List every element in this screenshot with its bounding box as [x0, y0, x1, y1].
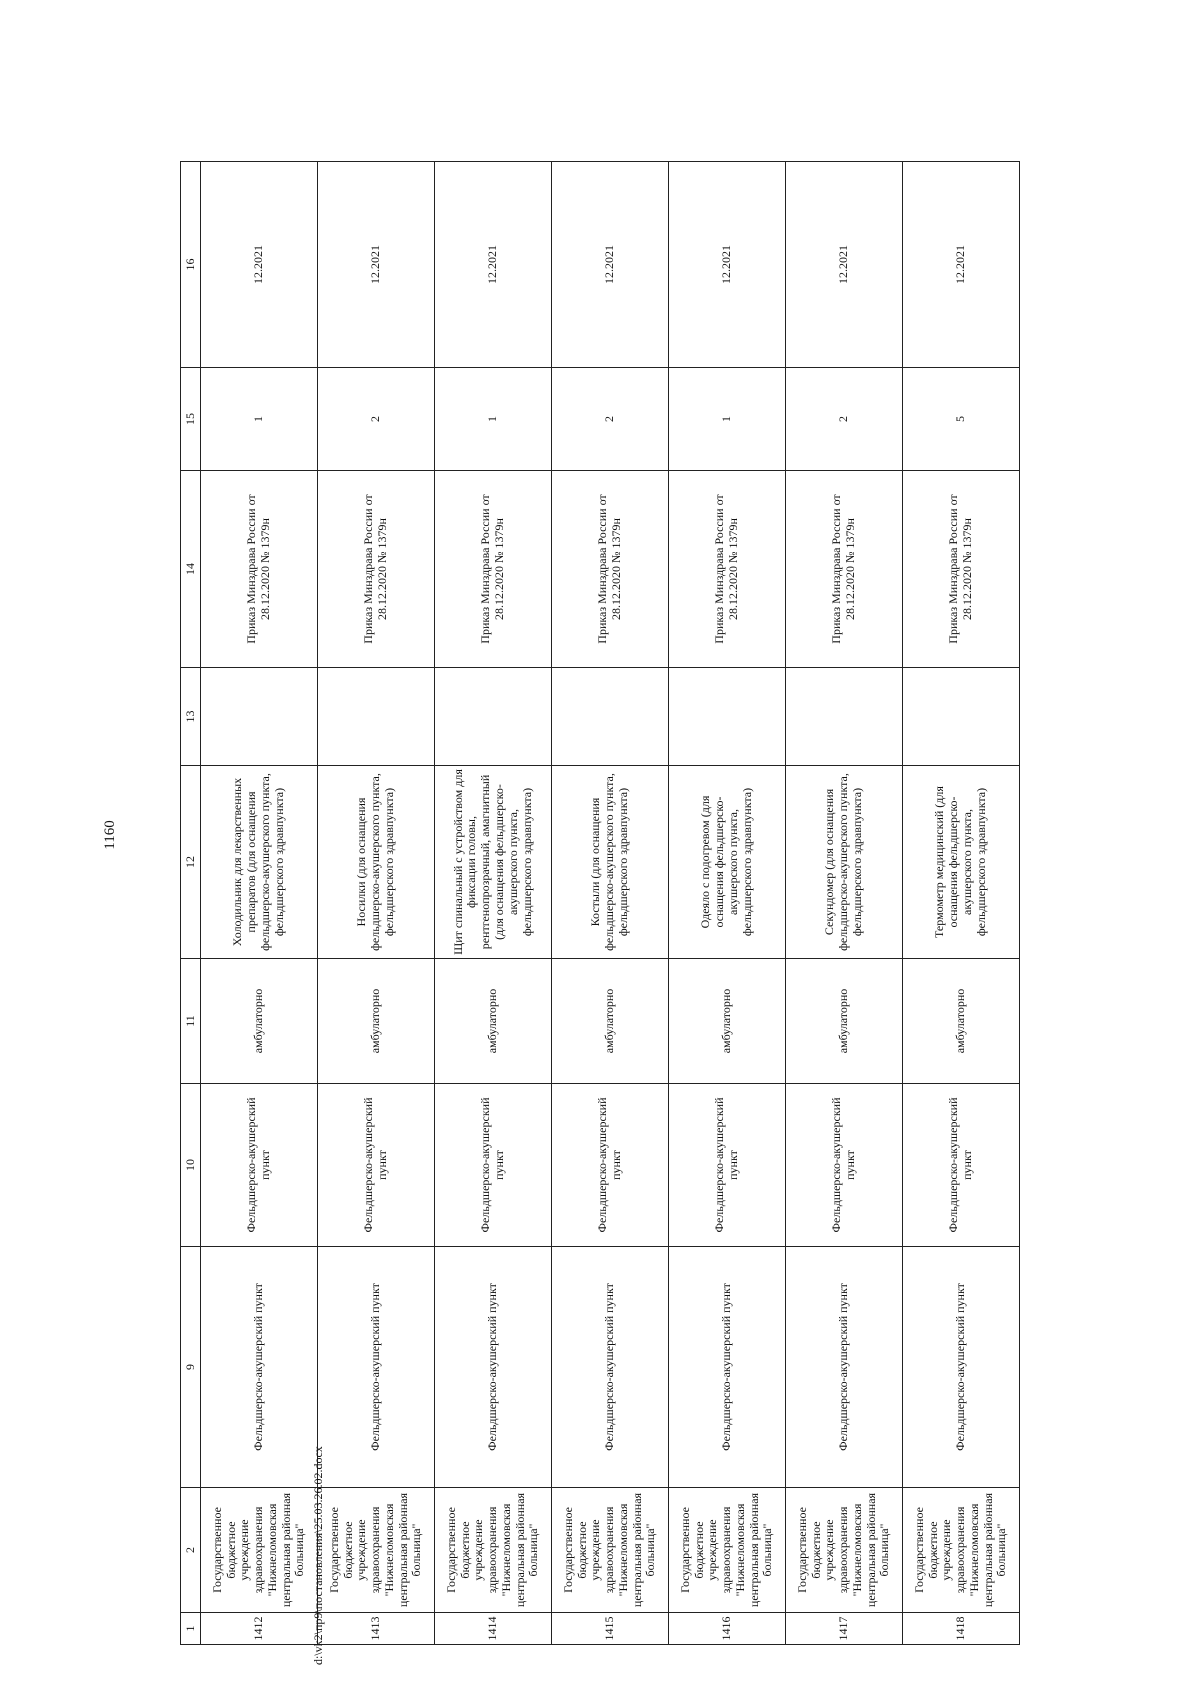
table-header — [181, 162, 201, 1645]
cell-col-13 — [201, 668, 318, 766]
cell-equipment: Холодильник для лекарственных препаратов (для оснащения фельдшерско-акушерского пункта, фельдшерского здравпункта) — [201, 766, 318, 959]
cell-department: Фельдшерско-акушерский пункт — [786, 1247, 903, 1488]
cell-standard: Приказ Минздрава России от 28.12.2020 № 1379н — [552, 471, 669, 668]
cell-care-condition: амбулаторно — [552, 959, 669, 1084]
header-col-9: 9 — [181, 1247, 201, 1488]
cell-standard: Приказ Минздрава России от 28.12.2020 № 1379н — [786, 471, 903, 668]
cell-subdivision: Фельдшерско-акушерский пункт — [786, 1084, 903, 1247]
cell-care-condition: амбулаторно — [435, 959, 552, 1084]
cell-standard: Приказ Минздрава России от 28.12.2020 № 1379н — [201, 471, 318, 668]
cell-subdivision: Фельдшерско-акушерский пункт — [669, 1084, 786, 1247]
header-col-13: 13 — [181, 668, 201, 766]
header-col-12: 12 — [181, 766, 201, 959]
cell-equipment: Секундомер (для оснащения фельдшерско-акушерского пункта, фельдшерского здравпункта) — [786, 766, 903, 959]
cell-care-condition: амбулаторно — [201, 959, 318, 1084]
cell-row-number: 1413 — [318, 1613, 435, 1645]
cell-standard: Приказ Минздрава России от 28.12.2020 № 1379н — [669, 471, 786, 668]
cell-standard: Приказ Минздрава России от 28.12.2020 № 1379н — [318, 471, 435, 668]
cell-subdivision: Фельдшерско-акушерский пункт — [435, 1084, 552, 1247]
cell-department: Фельдшерско-акушерский пункт — [903, 1247, 1020, 1488]
footer-file-path: d:\vk2\пр9\постановления\25.03.26.02.docx — [311, 1446, 325, 1665]
header-col-2: 2 — [181, 1488, 201, 1613]
table-row — [903, 162, 1020, 1645]
cell-care-condition: амбулаторно — [669, 959, 786, 1084]
header-col-15: 15 — [181, 368, 201, 471]
cell-date: 12.2021 — [201, 162, 318, 368]
cell-quantity: 2 — [552, 368, 669, 471]
table-row — [786, 162, 903, 1645]
cell-quantity: 5 — [903, 368, 1020, 471]
cell-col-13 — [669, 668, 786, 766]
cell-col-13 — [786, 668, 903, 766]
cell-subdivision: Фельдшерско-акушерский пункт — [201, 1084, 318, 1247]
cell-department: Фельдшерско-акушерский пункт — [201, 1247, 318, 1488]
cell-department: Фельдшерско-акушерский пункт — [318, 1247, 435, 1488]
cell-quantity: 1 — [669, 368, 786, 471]
cell-row-number: 1418 — [903, 1613, 1020, 1645]
cell-care-condition: амбулаторно — [786, 959, 903, 1084]
header-col-16: 16 — [181, 162, 201, 368]
cell-date: 12.2021 — [435, 162, 552, 368]
cell-equipment: Щит спинальный с устройством для фиксации головы, рентгенопрозрачный, амагнитный (для оснащения фельдшерско-акушерского пункта, фельдшерского здравпункта) — [435, 766, 552, 959]
cell-date: 12.2021 — [552, 162, 669, 368]
cell-row-number: 1412 — [201, 1613, 318, 1645]
cell-col-13 — [318, 668, 435, 766]
cell-care-condition: амбулаторно — [903, 959, 1020, 1084]
cell-col-13 — [903, 668, 1020, 766]
cell-equipment: Носилки (для оснащения фельдшерско-акушерского пункта, фельдшерского здравпункта) — [318, 766, 435, 959]
cell-col-13 — [552, 668, 669, 766]
cell-institution: Государственное бюджетное учреждение здравоохранения "Нижнеломовская центральная районная больница" — [435, 1488, 552, 1613]
cell-standard: Приказ Минздрава России от 28.12.2020 № 1379н — [435, 471, 552, 668]
cell-quantity: 2 — [786, 368, 903, 471]
header-col-10: 10 — [181, 1084, 201, 1247]
table-row — [552, 162, 669, 1645]
cell-row-number: 1417 — [786, 1613, 903, 1645]
equipment-table — [180, 161, 1020, 1645]
header-row — [181, 162, 201, 1645]
table-row — [435, 162, 552, 1645]
cell-quantity: 2 — [318, 368, 435, 471]
page-number: 1160 — [102, 820, 118, 850]
cell-date: 12.2021 — [903, 162, 1020, 368]
cell-date: 12.2021 — [318, 162, 435, 368]
table-row — [669, 162, 786, 1645]
cell-equipment: Костыли (для оснащения фельдшерско-акушерского пункта, фельдшерского здравпункта) — [552, 766, 669, 959]
header-col-1: 1 — [181, 1613, 201, 1645]
cell-department: Фельдшерско-акушерский пункт — [552, 1247, 669, 1488]
cell-institution: Государственное бюджетное учреждение здравоохранения "Нижнеломовская центральная районная больница" — [669, 1488, 786, 1613]
cell-row-number: 1414 — [435, 1613, 552, 1645]
cell-department: Фельдшерско-акушерский пункт — [435, 1247, 552, 1488]
cell-care-condition: амбулаторно — [318, 959, 435, 1084]
cell-date: 12.2021 — [669, 162, 786, 368]
cell-quantity: 1 — [201, 368, 318, 471]
header-col-14: 14 — [181, 471, 201, 668]
cell-institution: Государственное бюджетное учреждение здравоохранения "Нижнеломовская центральная районная больница" — [552, 1488, 669, 1613]
rotated-table-sheet — [180, 162, 1016, 1645]
cell-row-number: 1415 — [552, 1613, 669, 1645]
cell-subdivision: Фельдшерско-акушерский пункт — [903, 1084, 1020, 1247]
cell-date: 12.2021 — [786, 162, 903, 368]
cell-institution: Государственное бюджетное учреждение здравоохранения "Нижнеломовская центральная районная больница" — [201, 1488, 318, 1613]
cell-subdivision: Фельдшерско-акушерский пункт — [318, 1084, 435, 1247]
table-row — [318, 162, 435, 1645]
cell-equipment: Термометр медицинский (для оснащения фельдшерско-акушерского пункта, фельдшерского здравпункта) — [903, 766, 1020, 959]
cell-equipment: Одеяло с подогревом (для оснащения фельдшерско-акушерского пункта, фельдшерского здравпункта) — [669, 766, 786, 959]
cell-institution: Государственное бюджетное учреждение здравоохранения "Нижнеломовская центральная районная больница" — [786, 1488, 903, 1613]
header-col-11: 11 — [181, 959, 201, 1084]
cell-col-13 — [435, 668, 552, 766]
cell-subdivision: Фельдшерско-акушерский пункт — [552, 1084, 669, 1247]
cell-institution: Государственное бюджетное учреждение здравоохранения "Нижнеломовская центральная районная больница" — [318, 1488, 435, 1613]
table-row — [201, 162, 318, 1645]
cell-row-number: 1416 — [669, 1613, 786, 1645]
cell-department: Фельдшерско-акушерский пункт — [669, 1247, 786, 1488]
cell-institution: Государственное бюджетное учреждение здравоохранения "Нижнеломовская центральная районная больница" — [903, 1488, 1020, 1613]
cell-standard: Приказ Минздрава России от 28.12.2020 № 1379н — [903, 471, 1020, 668]
cell-quantity: 1 — [435, 368, 552, 471]
